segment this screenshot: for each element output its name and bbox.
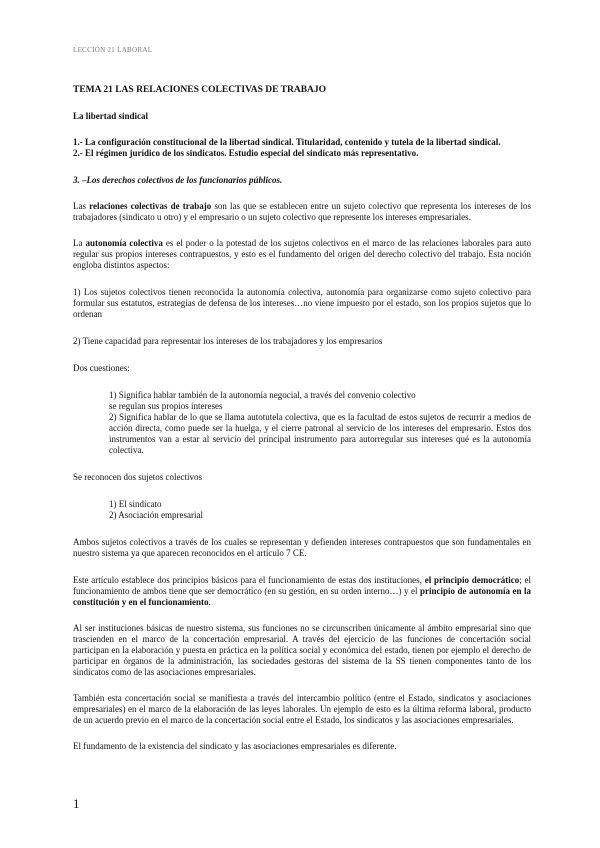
paragraph-point-2: 2) Tiene capacidad para representar los intereses de los trabajadores y los empresarios — [73, 336, 383, 346]
paragraph-fundamento: El fundamento de la existencia del sindicato y las asociaciones empresariales es diferente. — [73, 741, 397, 751]
document-title: TEMA 21 LAS RELACIONES COLECTIVAS DE TRABAJO — [73, 85, 327, 95]
list-item: 2) Significa hablar de lo que se llama autotutela colectiva, que es la facultad de estos sujetos de recurrir a medios de acción directa, como puede ser la huelga, y el cierre patronal al servicio de los intereses del empresario. Estos dos instrumentos van a estar al servicio del principal instrumento para autorregular sus intereses qué es la autonomía colectiva. — [109, 412, 531, 455]
cuestiones-list — [109, 390, 531, 456]
paragraph-ambos-sujetos: Ambos sujetos colectivos a través de los cuales se representan y defienden intereses contrapuestos que son fundamentales en nuestro sistema ya que aparecen reconocidos en el artículo 7 CE. — [73, 537, 531, 558]
running-header: LECCIÓN 21 LABORAL — [73, 46, 153, 54]
sujetos-list — [109, 499, 531, 521]
paragraph-sujetos: Se reconocen dos sujetos colectivos — [73, 472, 202, 482]
list-item: 2) Asociación empresarial — [109, 510, 203, 520]
paragraph-point-1: 1) Los sujetos colectivos tienen reconocida la autonomía colectiva, autonomía para organizarse como sujeto colectivo para formular sus estatutos, estrategias de defensa de los intereses…no viene impuesto por el estado, son los propios sujetos que lo ordenan — [73, 287, 531, 319]
paragraph-instituciones: Al ser instituciones básicas de nuestro sistema, sus funciones no se circunscriben únicamente al ámbito empresarial sino que trascienden en el marco de la concertación empresarial. A través del ejercicio de las funciones de concertación social participan en la elaboración y puesta en práctica en la política social y económica del estado, tienen por ejemplo el derecho de participar en órganos de la administración, las sociedades gestoras del sistema de la SS tienen componentes tanto de los sindicatos como de las asociaciones empresariales. — [73, 623, 531, 677]
list-item: 1) El sindicato — [109, 499, 162, 509]
list-item: se regulan sus propios intereses — [109, 401, 223, 411]
paragraph-relaciones: Las relaciones colectivas de trabajo son las que se establecen entre un sujeto colectivo que representa los intereses de los trabajadores (sindicato u otro) y el empresario o un sujeto colectivo que represente los intereses empresariales. — [73, 201, 531, 222]
topic-item-3: 3. –Los derechos colectivos de los funcionarios públicos. — [73, 175, 283, 185]
document-body — [73, 85, 531, 752]
paragraph-dos-cuestiones: Dos cuestiones: — [73, 363, 130, 373]
page-number: 1 — [73, 796, 80, 811]
paragraph-concertacion: También esta concertación social se manifiesta a través del intercambio político (entre el Estado, sindicatos y asociaciones empresariales) en el marco de la elaboración de las leyes laborales. Un ejemplo de esto es la última reforma laboral, producto de un acuerdo previo en el marco de la concertación social entre el Estado, los sindicatos y las asociaciones empresariales. — [73, 693, 531, 725]
paragraph-principios: Este artículo establece dos principios básicos para el funcionamiento de estas dos instituciones, el principio democrático; el funcionamiento de ambos tiene que ser democrático (en su gestión, en su orden interno…) y el principio de autonomía en la constitución y en el funcionamiento. — [73, 575, 532, 607]
list-item: 1) Significa hablar también de la autonomía negocial, a través del convenio colectivo — [109, 390, 416, 400]
section-heading: La libertad sindical — [73, 111, 149, 121]
paragraph-autonomia: La autonomía colectiva es el poder o la potestad de los sujetos colectivos en el marco de las relaciones laborales para auto regular sus propios intereses contrapuestos, y esto es el fundamento del origen del derecho colectivo del trabajo. Esta noción engloba distintos aspectos: — [73, 238, 531, 270]
topic-item-2: 2.- El régimen jurídico de los sindicatos. Estudio especial del sindicato más representativo. — [73, 148, 419, 158]
topic-item-1: 1.- La configuración constitucional de la libertad sindical. Titularidad, contenido y tutela de la libertad sindical. — [73, 137, 501, 147]
